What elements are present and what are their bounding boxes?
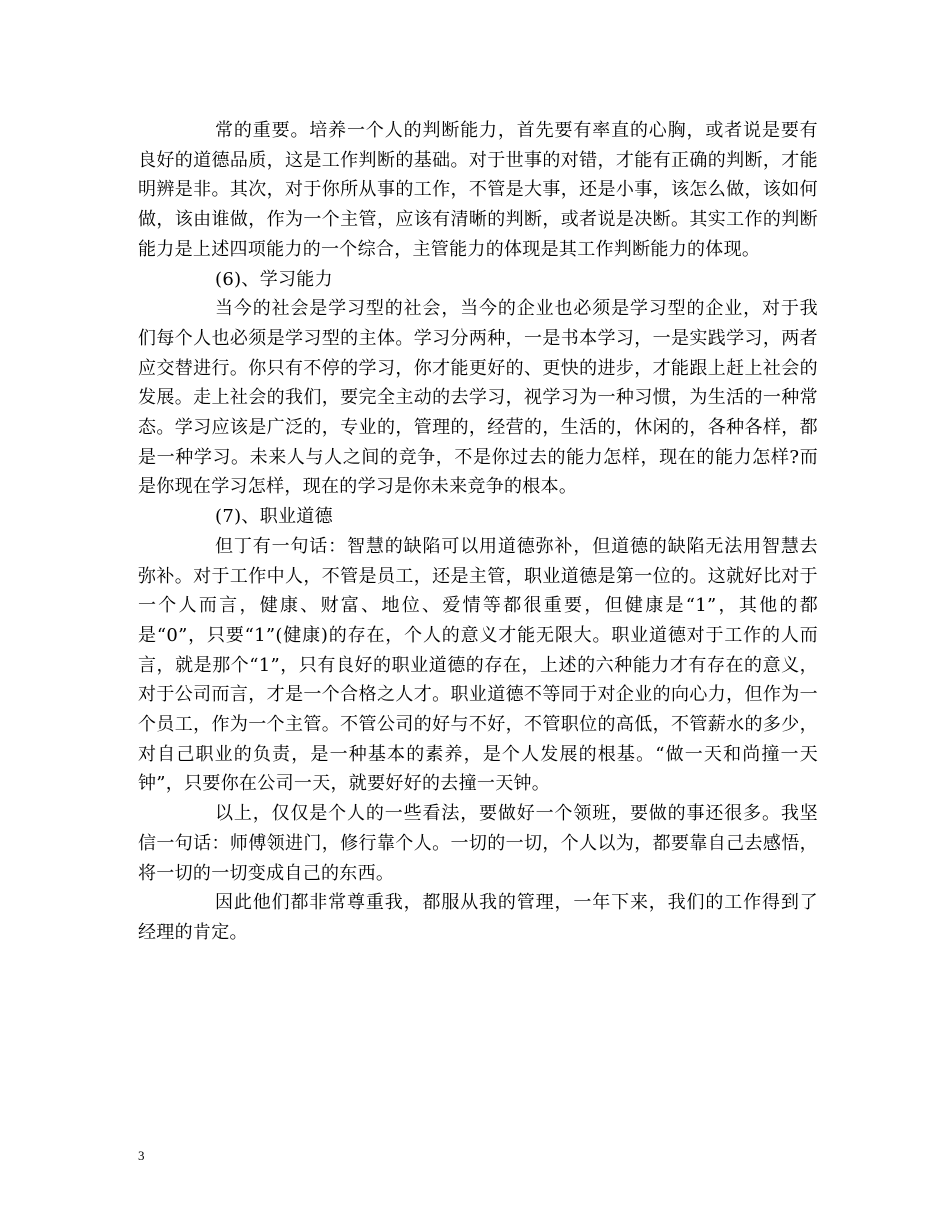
paragraph-final: 因此他们都非常尊重我，都服从我的管理，一年下来，我们的工作得到了经理的肯定。 [138,892,818,943]
page-number: 3 [138,1148,145,1163]
heading-learning-ability: (6)、学习能力 [215,268,333,290]
paragraph-judgment-continued: 常的重要。培养一个人的判断能力，首先要有率直的心胸，或者说是要有良好的道德品质，这是工作判断的基础。对于世事的对错，才能有正确的判断，才能明辨是非。其次，对于你所从事的工作，不管是大事，还是小事，该怎么做，该如何做，该由谁做，作为一个主管，应该有清晰的判断，或者说是决断。其实工作的判断能力是上述四项能力的一个综合，主管能力的体现是其工作判断能力的体现。 [138,120,818,260]
heading-professional-ethics: (7)、职业道德 [215,506,333,528]
paragraph-professional-ethics: 但丁有一句话：智慧的缺陷可以用道德弥补，但道德的缺陷无法用智慧去弥补。对于工作中人，不管是员工，还是主管，职业道德是第一位的。这就好比对于一个人而言，健康、财富、地位、爱情等都很重要，但健康是“1”，其他的都是“0”，只要“1”(健康)的存在，个人的意义才能无限大。职业道德对于工作的人而言，就是那个“1”，只有良好的职业道德的存在，上述的六种能力才有存在的意义，对于公司而言，才是一个合格之人才。职业道德不等同于对企业的向心力，但作为一个员工，作为一个主管。不管公司的好与不好，不管职位的高低，不管薪水的多少，对自己职业的负责，是一种基本的素养，是个人发展的根基。“做一天和尚撞一天钟”，只要你在公司一天，就要好好的去撞一天钟。 [138,535,818,795]
document-body [138,116,818,948]
paragraph-learning-ability: 当今的社会是学习型的社会，当今的企业也必须是学习型的企业，对于我们每个人也必须是学习型的主体。学习分两种，一是书本学习，一是实践学习，两者应交替进行。你只有不停的学习，你才能更好的、更快的进步，才能跟上赶上社会的发展。走上社会的我们，要完全主动的去学习，视学习为一种习惯，为生活的一种常态。学习应该是广泛的，专业的，管理的，经营的，生活的，休闲的，各种各样，都是一种学习。未来人与人之间的竞争，不是你过去的能力怎样，现在的能力怎样?而是你现在学习怎样，现在的学习是你未来竞争的根本。 [138,298,818,498]
paragraph-conclusion: 以上，仅仅是个人的一些看法，要做好一个领班，要做的事还很多。我坚信一句话：师傅领进门，修行靠个人。一切的一切，个人以为，都要靠自己去感悟，将一切的一切变成自己的东西。 [138,803,818,884]
